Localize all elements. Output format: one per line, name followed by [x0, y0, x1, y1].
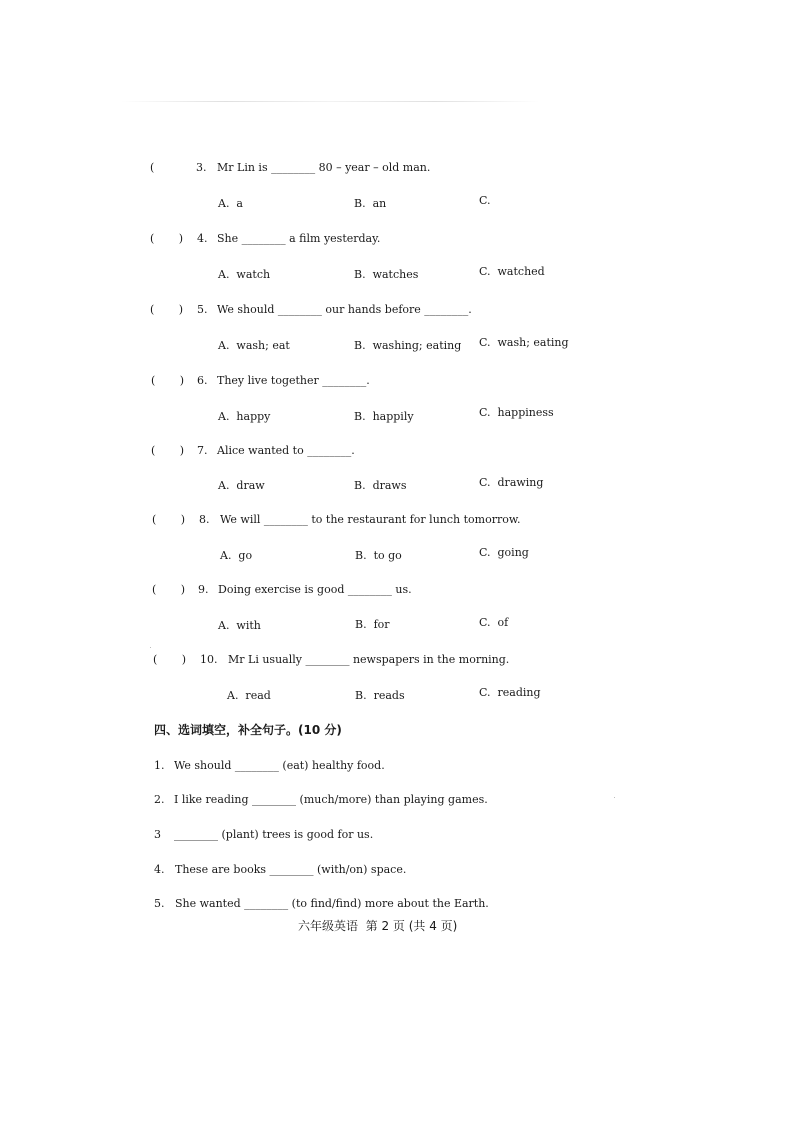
option-b: B. an [354, 197, 387, 210]
fill-item-text: I like reading ________ (much/more) than playing games. [174, 793, 488, 806]
option-c: C. reading [479, 686, 541, 699]
option-b: B. reads [355, 689, 405, 702]
fill-item-text: We should ________ (eat) healthy food. [174, 759, 385, 772]
question-stem: We should ________ our hands before ________. [217, 303, 472, 316]
scan-speck [150, 647, 151, 648]
answer-paren: ( ) [152, 583, 186, 596]
option-b: B. watches [354, 268, 419, 281]
option-a: A. wash; eat [218, 339, 290, 352]
fill-item-number: 4. [154, 863, 165, 876]
option-b: B. happily [354, 410, 414, 423]
page-footer: 六年级英语 第 2 页 (共 4 页) [298, 919, 458, 933]
question-stem: Doing exercise is good ________ us. [218, 583, 412, 596]
question-number: 5. [197, 303, 208, 316]
question-stem: They live together ________. [217, 374, 370, 387]
section-title: 四、选词填空，补全句子。(10 分) [154, 723, 342, 737]
question-number: 9. [198, 583, 209, 596]
answer-paren: ( ) [150, 303, 184, 316]
question-stem: She ________ a film yesterday. [217, 232, 381, 245]
option-c: C. wash; eating [479, 336, 569, 349]
option-a: A. a [218, 197, 243, 210]
question-number: 6. [197, 374, 208, 387]
answer-paren: ( ) [152, 513, 186, 526]
option-c: C. of [479, 616, 509, 629]
option-a: A. happy [218, 410, 271, 423]
option-b: B. draws [354, 479, 407, 492]
question-number: 4. [197, 232, 208, 245]
fill-item-number: 5. [154, 897, 165, 910]
fill-item-number: 1. [154, 759, 165, 772]
option-c: C. watched [479, 265, 545, 278]
option-a: A. go [220, 549, 253, 562]
fill-item-number: 2. [154, 793, 165, 806]
question-stem: Mr Li usually ________ newspapers in the morning. [228, 653, 510, 666]
option-a: A. with [218, 619, 261, 632]
option-c: C. happiness [479, 406, 554, 419]
question-number: 10. [200, 653, 218, 666]
option-c: C. [479, 194, 491, 207]
question-stem: Alice wanted to ________. [217, 444, 355, 457]
scan-artifact-line [120, 101, 540, 102]
option-c: C. going [479, 546, 529, 559]
fill-item-text: She wanted ________ (to find/find) more about the Earth. [175, 897, 489, 910]
option-b: B. to go [355, 549, 402, 562]
option-b: B. for [355, 618, 390, 631]
option-c: C. drawing [479, 476, 544, 489]
answer-paren: ( ) [153, 653, 187, 666]
answer-paren: ( ) [151, 444, 185, 457]
option-b: B. washing; eating [354, 339, 462, 352]
question-number: 7. [197, 444, 208, 457]
answer-paren: ( [150, 161, 155, 174]
fill-item-text: These are books ________ (with/on) space. [175, 863, 407, 876]
fill-item-number: 3 [154, 828, 161, 841]
option-a: A. draw [218, 479, 265, 492]
question-stem: We will ________ to the restaurant for lunch tomorrow. [220, 513, 521, 526]
question-number: 8. [199, 513, 210, 526]
option-a: A. read [227, 689, 271, 702]
answer-paren: ( ) [150, 232, 184, 245]
fill-item-text: ________ (plant) trees is good for us. [174, 828, 374, 841]
question-stem: Mr Lin is ________ 80 – year – old man. [217, 161, 431, 174]
answer-paren: ( ) [151, 374, 185, 387]
option-a: A. watch [218, 268, 271, 281]
scan-speck [614, 797, 615, 798]
question-number: 3. [196, 161, 207, 174]
